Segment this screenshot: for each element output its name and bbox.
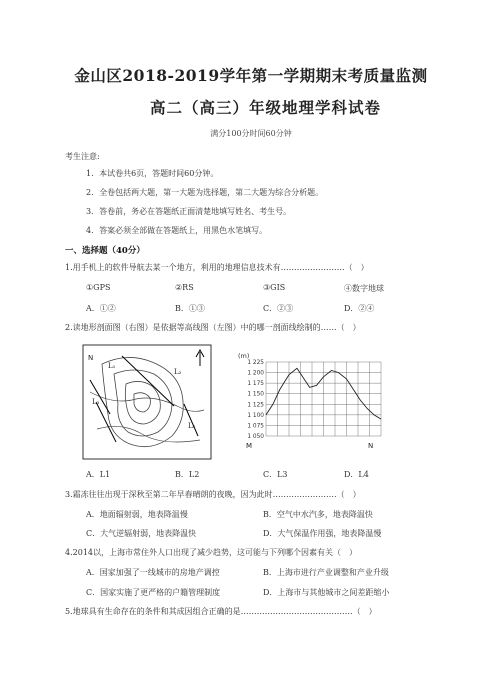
q2-choice: B．L2	[175, 470, 200, 479]
notice-item: 4．答案必须全部做在答题纸上，用黑色水笔填写。	[86, 226, 268, 235]
contour-map	[82, 344, 212, 460]
q4-choice: C．国家实施了更严格的户籍管理制度	[86, 588, 221, 597]
notice-item: 2．全卷包括两大题，第一大题为选择题，第二大题为综合分析题。	[86, 188, 324, 197]
q4-stem: 4.2014以，上海市常住外人口出现了减少趋势，这可能与下列哪个因素有关（ ）	[65, 548, 357, 557]
q1-choice: D．②④	[344, 304, 375, 313]
y-tick-label: 1 075	[247, 423, 264, 430]
chart-ylabel: (m)	[238, 352, 250, 360]
notice-item: 1．本试卷共6页，答题时间60分钟。	[86, 169, 219, 178]
notice-item: 3．答卷前，务必在答题纸正面清楚地填写姓名、考生号。	[86, 207, 292, 216]
q1-choice: A．①②	[86, 304, 116, 313]
q3-choice: C．大气逆辐射弱，地表降温快	[86, 529, 197, 538]
score-time: 满分100分时间60分钟	[210, 129, 292, 138]
profile-chart	[236, 348, 386, 452]
y-tick-label: 1 225	[247, 360, 264, 366]
exam-title: 金山区2018-2019学年第一学期期末考质量监测	[74, 66, 428, 85]
q2-stem: 2.读地形剖面图（右图）是依据等高线图（左图）中的哪一剖面线绘制的……（ ）	[65, 323, 361, 332]
label-l4: L₄	[188, 422, 196, 430]
q3-choice: D．大气保温作用强，地表降温慢	[263, 529, 382, 538]
q1-choice: B．①③	[175, 304, 205, 313]
q4-choice: A．国家加强了一线城市的房地产调控	[86, 568, 220, 577]
q5-stem: 5.地球具有生命存在的条件和其成因组合正确的是……………………………………（ ）	[65, 607, 377, 616]
y-tick-label: 1 200	[247, 370, 264, 377]
q1-option: ③GIS	[263, 283, 286, 292]
notice-heading: 考生注意:	[65, 152, 100, 161]
exam-subtitle: 高二（高三）年级地理学科试卷	[150, 98, 382, 117]
q4-choice: B．上海市进行产业调整和产业升级	[263, 568, 389, 577]
section-heading: 一、选择题（40分）	[65, 246, 145, 256]
y-tick-label: 1 100	[247, 412, 264, 419]
q1-option: ①GPS	[86, 283, 111, 292]
svg-text:N: N	[88, 354, 94, 362]
q3-choice: A．地面辐射弱，地表降温慢	[86, 510, 188, 519]
y-tick-label: 1 125	[247, 402, 264, 409]
label-l2: L₂	[174, 368, 182, 376]
q1-stem: 1.用手机上的软件导航去某一个地方，利用的地理信息技术有……………………（ ）	[65, 263, 369, 272]
y-tick-label: 1 150	[247, 391, 264, 398]
y-tick-label: 1 175	[247, 381, 264, 388]
chart-xlabel-m: M	[246, 442, 253, 450]
q3-choice: B．空气中水汽多，地表降温快	[263, 510, 373, 519]
label-l3: L₃	[92, 398, 100, 406]
q1-option: ②RS	[175, 283, 194, 292]
q4-choice: D．上海市与其他城市之间差距缩小	[263, 588, 390, 597]
q1-option: ④数字地球	[344, 284, 384, 293]
label-l1: L₁	[108, 362, 116, 370]
y-tick-label: 1 050	[247, 434, 264, 440]
q2-choice: D．L4	[344, 470, 369, 479]
q2-choice: A．L1	[86, 470, 111, 479]
q1-choice: C．②③	[263, 304, 294, 313]
q3-stem: 3.霜冻往往出现于深秋至第二年早春晴朗的夜晚，因为此时……………………（ ）	[65, 490, 361, 499]
chart-xlabel-n: N	[368, 442, 374, 450]
q2-choice: C．L3	[263, 470, 288, 479]
